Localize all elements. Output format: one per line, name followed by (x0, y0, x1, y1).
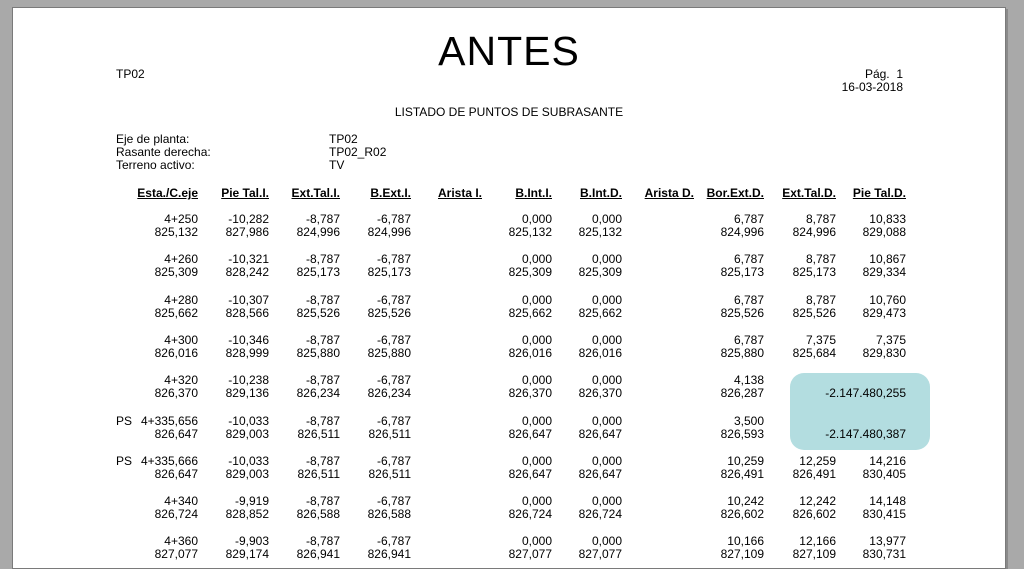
table-cell: 825,173 (792, 265, 836, 280)
table-cell: 4+300 (164, 332, 198, 347)
table-cell: 827,109 (720, 547, 764, 562)
table-cell: -6,787 (376, 373, 411, 388)
table-cell: -8,787 (305, 494, 340, 509)
table-cell: 826,724 (578, 507, 622, 522)
table-cell: 826,491 (792, 466, 836, 481)
report-title: LISTADO DE PUNTOS DE SUBRASANTE (394, 105, 624, 119)
table-cell: 826,370 (154, 386, 198, 401)
table-cell: 824,996 (367, 225, 411, 239)
table-cell: 14,148 (869, 494, 906, 509)
report-page (12, 7, 1006, 569)
table-cell: 0,000 (521, 212, 552, 226)
table-cell: 829,088 (862, 225, 906, 239)
table-cell: 827,109 (792, 547, 836, 562)
column-header: Pie Tal.I. (221, 186, 269, 200)
table-cell: 826,511 (368, 466, 411, 481)
column-header: B.Ext.I. (370, 186, 411, 200)
table-cell: 826,724 (154, 507, 198, 522)
table-cell: -10,238 (228, 373, 269, 388)
table-cell: 10,760 (869, 292, 906, 307)
table-cell: 826,370 (578, 386, 622, 401)
table-cell: 826,647 (508, 426, 552, 441)
table-cell: -8,787 (305, 332, 340, 347)
table-cell: 825,880 (296, 345, 340, 360)
column-header: Pie Tal.D. (852, 186, 906, 200)
table-cell: 830,415 (862, 507, 906, 522)
table-cell: 826,647 (578, 426, 622, 441)
table-cell: 0,000 (591, 373, 622, 388)
table-cell: 828,999 (225, 345, 269, 360)
table-cell: 0,000 (521, 332, 552, 347)
table-cell: 0,000 (591, 534, 622, 549)
table-cell: 0,000 (591, 453, 622, 468)
table-cell: 6,787 (733, 332, 764, 347)
table-cell: 829,003 (225, 466, 269, 481)
table-cell: 825,309 (508, 265, 552, 280)
table-cell: -10,033 (228, 453, 269, 468)
table-cell: 6,787 (733, 212, 764, 226)
table-cell: 825,526 (367, 305, 411, 320)
table-cell: 0,000 (521, 252, 552, 267)
meta-value: TP02_R02 (329, 145, 387, 159)
table-cell: 3,500 (733, 413, 764, 428)
table-cell: 0,000 (591, 252, 622, 267)
table-cell: 828,242 (225, 265, 269, 280)
table-cell: 826,511 (297, 466, 340, 481)
table-cell: 0,000 (521, 292, 552, 307)
table-cell: 824,996 (296, 225, 340, 239)
table-cell: 825,684 (792, 345, 836, 360)
table-cell: 0,000 (521, 534, 552, 549)
table-cell: 825,173 (720, 265, 764, 280)
table-cell: -10,033 (228, 413, 269, 428)
table-cell: 0,000 (591, 332, 622, 347)
table-cell: 825,662 (508, 305, 552, 320)
column-header: B.Int.I. (515, 186, 552, 200)
table-cell: 0,000 (521, 494, 552, 509)
table-cell: 825,309 (154, 265, 198, 280)
table-cell: 830,731 (862, 547, 906, 562)
column-header: Esta./C.eje (137, 186, 198, 200)
table-cell: 825,526 (792, 305, 836, 320)
table-cell: 828,566 (225, 305, 269, 320)
table-cell: 826,593 (720, 426, 764, 441)
table-cell: 10,833 (869, 212, 906, 226)
table-cell: 8,787 (805, 252, 836, 267)
table-cell: 12,166 (799, 534, 836, 549)
table-cell: 4+335,656 (140, 413, 198, 428)
table-cell: 4+335,666 (140, 453, 198, 468)
table-cell: 826,491 (720, 466, 764, 481)
column-header: Ext.Tal.I. (291, 186, 340, 200)
table-cell: 10,166 (727, 534, 764, 549)
table-cell: 826,016 (154, 345, 198, 360)
table-cell: 826,588 (367, 507, 411, 522)
table-cell: 827,077 (578, 547, 622, 562)
report-date: 16-03-2018 (841, 80, 903, 94)
table-cell: 8,787 (805, 212, 836, 226)
table-cell: 826,647 (154, 426, 198, 441)
table-cell: 829,174 (225, 547, 269, 562)
table-cell: 6,787 (733, 252, 764, 267)
table-cell: 4+340 (164, 494, 198, 509)
table-cell: 0,000 (521, 453, 552, 468)
table-cell: -6,787 (376, 252, 411, 267)
table-cell: 825,309 (578, 265, 622, 280)
table-cell: 826,016 (508, 345, 552, 360)
table-cell: -8,787 (305, 413, 340, 428)
table-cell: 4+260 (164, 252, 198, 267)
row-mark: PS (116, 453, 133, 468)
row-mark: PS (116, 413, 133, 428)
table-cell: 825,880 (367, 345, 411, 360)
table-cell: 826,588 (296, 507, 340, 522)
table-cell: 826,647 (154, 466, 198, 481)
table-cell: 824,996 (792, 225, 836, 239)
report-code: TP02 (116, 67, 145, 81)
table-cell: 826,647 (578, 466, 622, 481)
column-header: Arista D. (644, 186, 694, 200)
table-cell: 825,880 (720, 345, 764, 360)
table-cell: 7,375 (875, 332, 906, 347)
table-cell: -8,787 (305, 534, 340, 549)
table-cell: 829,830 (862, 345, 906, 360)
table-cell: -8,787 (305, 373, 340, 388)
table-cell: 826,941 (296, 547, 340, 562)
table-cell: 825,662 (154, 305, 198, 320)
page-label: Pág. (864, 67, 890, 81)
column-header: Ext.Tal.D. (782, 186, 836, 200)
table-cell: 827,077 (508, 547, 552, 562)
table-cell: 14,216 (869, 453, 906, 468)
table-cell: 826,724 (508, 507, 552, 522)
table-cell: -6,787 (376, 453, 411, 468)
table-cell: -8,787 (305, 292, 340, 307)
table-cell: 0,000 (591, 292, 622, 307)
table-cell: 824,996 (720, 225, 764, 239)
table-cell: 6,787 (733, 292, 764, 307)
table-cell: 8,787 (805, 292, 836, 307)
table-cell: -10,321 (228, 252, 269, 267)
table-cell: 829,003 (225, 426, 269, 441)
meta-value: TV (329, 158, 345, 172)
table-cell: -6,787 (376, 494, 411, 509)
table-cell: 825,173 (296, 265, 340, 280)
table-cell: 827,077 (154, 547, 198, 562)
table-cell: 825,173 (367, 265, 411, 280)
table-cell: -6,787 (376, 534, 411, 549)
table-cell: 828,852 (225, 507, 269, 522)
table-cell: 825,526 (296, 305, 340, 320)
table-cell: 826,941 (367, 547, 411, 562)
table-cell: 826,511 (368, 426, 411, 441)
table-cell: 4+320 (164, 373, 198, 388)
table-cell: 4,138 (733, 373, 764, 388)
table-cell: -10,346 (228, 332, 269, 347)
table-cell: 10,867 (869, 252, 906, 267)
table-cell: -2.147.480,387 (825, 426, 906, 441)
table-cell: 825,662 (578, 305, 622, 320)
table-cell: -6,787 (376, 413, 411, 428)
meta-label: Rasante derecha: (116, 145, 211, 159)
column-header: Arista I. (437, 186, 482, 200)
column-header: Bor.Ext.D. (706, 186, 764, 200)
table-cell: 825,132 (508, 225, 552, 239)
table-cell: 826,234 (367, 386, 411, 401)
table-cell: 10,259 (727, 453, 764, 468)
table-cell: 12,242 (799, 494, 836, 509)
table-cell: -10,307 (228, 292, 269, 307)
table-cell: 826,287 (720, 386, 764, 401)
table-cell: 0,000 (521, 413, 552, 428)
table-cell: 4+250 (164, 212, 198, 226)
table-cell: -6,787 (376, 332, 411, 347)
table-cell: 826,234 (296, 386, 340, 401)
table-cell: 826,511 (297, 426, 340, 441)
meta-label: Terreno activo: (116, 158, 195, 172)
table-cell: 829,334 (862, 265, 906, 280)
table-cell: 827,986 (225, 225, 269, 239)
table-cell: 0,000 (521, 373, 552, 388)
table-cell: 826,602 (720, 507, 764, 522)
table-cell: -9,919 (234, 494, 269, 509)
table-cell: 10,242 (727, 494, 764, 509)
column-header: B.Int.D. (580, 186, 622, 200)
table-cell: 829,473 (862, 305, 906, 320)
table-cell: 4+280 (164, 292, 198, 307)
table-cell: 0,000 (591, 413, 622, 428)
table-cell: 826,370 (508, 386, 552, 401)
table-cell: 12,259 (799, 453, 836, 468)
table-cell: 829,136 (225, 386, 269, 401)
table-cell: -8,787 (305, 453, 340, 468)
table-cell: -9,903 (234, 534, 269, 549)
table-cell: -2.147.480,255 (825, 386, 906, 401)
table-cell: 826,016 (578, 345, 622, 360)
table-cell: -10,282 (228, 212, 269, 226)
meta-value: TP02 (329, 132, 358, 146)
big-title: ANTES (438, 28, 580, 74)
table-cell: -6,787 (376, 292, 411, 307)
table-cell: 826,647 (508, 466, 552, 481)
table-cell: 13,977 (869, 534, 906, 549)
table-cell: 0,000 (591, 494, 622, 509)
table-cell: -8,787 (305, 212, 340, 226)
table-cell: 830,405 (862, 466, 906, 481)
table-cell: 825,526 (720, 305, 764, 320)
table-cell: 825,132 (578, 225, 622, 239)
table-cell: 0,000 (591, 212, 622, 226)
meta-label: Eje de planta: (116, 132, 190, 146)
page-number: 1 (896, 67, 903, 81)
table-cell: 4+360 (164, 534, 198, 549)
table-cell: -8,787 (305, 252, 340, 267)
table-cell: 7,375 (805, 332, 836, 347)
table-cell: 826,602 (792, 507, 836, 522)
table-cell: -6,787 (376, 212, 411, 226)
table-cell: 825,132 (154, 225, 198, 239)
